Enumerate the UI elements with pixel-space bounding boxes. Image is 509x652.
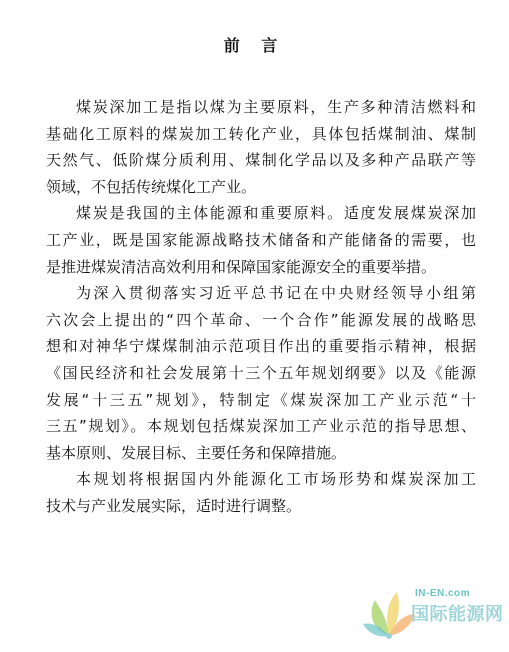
text-line: 六次会上提出的“四个革命、一个合作”能源发展的战略思 [46,310,476,329]
paragraph-1 [46,94,476,200]
text-line: 技术与产业发展实际，适时进行调整。 [46,496,302,515]
text-line: 领域，不包括传统煤化工产业。 [46,177,257,196]
watermark [359,578,504,642]
text-line: 煤炭是我国的主体能源和重要原料。适度发展煤炭深加 [76,204,476,223]
text-line: 本规划将根据国内外能源化工市场形势和煤炭深加工 [76,470,476,489]
paragraph-2 [46,200,476,280]
page-title: 前 言 [223,36,286,55]
text-line: 为深入贯彻落实习近平总书记在中央财经领导小组第 [76,284,476,303]
text-line: 《国民经济和社会发展第十三个五年规划纲要》以及《能源 [46,363,476,382]
watermark-domain: IN-EN.com [415,588,471,599]
text-line: 发展“十三五”规划》，特制定《煤炭深加工产业示范“十 [46,390,476,409]
text-line: 基本原则、发展目标、主要任务和保障措施。 [46,443,347,462]
text-line: 基础化工原料的煤炭加工转化产业，具体包括煤制油、煤制 [46,124,476,143]
text-line: 工产业，既是国家能源战略技术储备和产能储备的需要，也 [46,230,476,249]
document-body [46,94,476,520]
text-line: 想和对神华宁煤煤制油示范项目作出的重要指示精神，根据 [46,337,476,356]
text-line: 天然气、低阶煤分质利用、煤制化学品以及多种产品联产等 [46,151,476,170]
paragraph-3 [46,280,476,466]
text-line: 是推进煤炭清洁高效利用和保障国家能源安全的重要举措。 [46,257,437,276]
watermark-name: 国际能源网 [411,604,504,625]
leaf-logo-icon [359,584,419,642]
paragraph-4 [46,466,476,519]
text-line: 三五”规划》。本规划包括煤炭深加工产业示范的指导思想、 [46,417,476,436]
text-line: 煤炭深加工是指以煤为主要原料，生产多种清洁燃料和 [76,98,476,116]
